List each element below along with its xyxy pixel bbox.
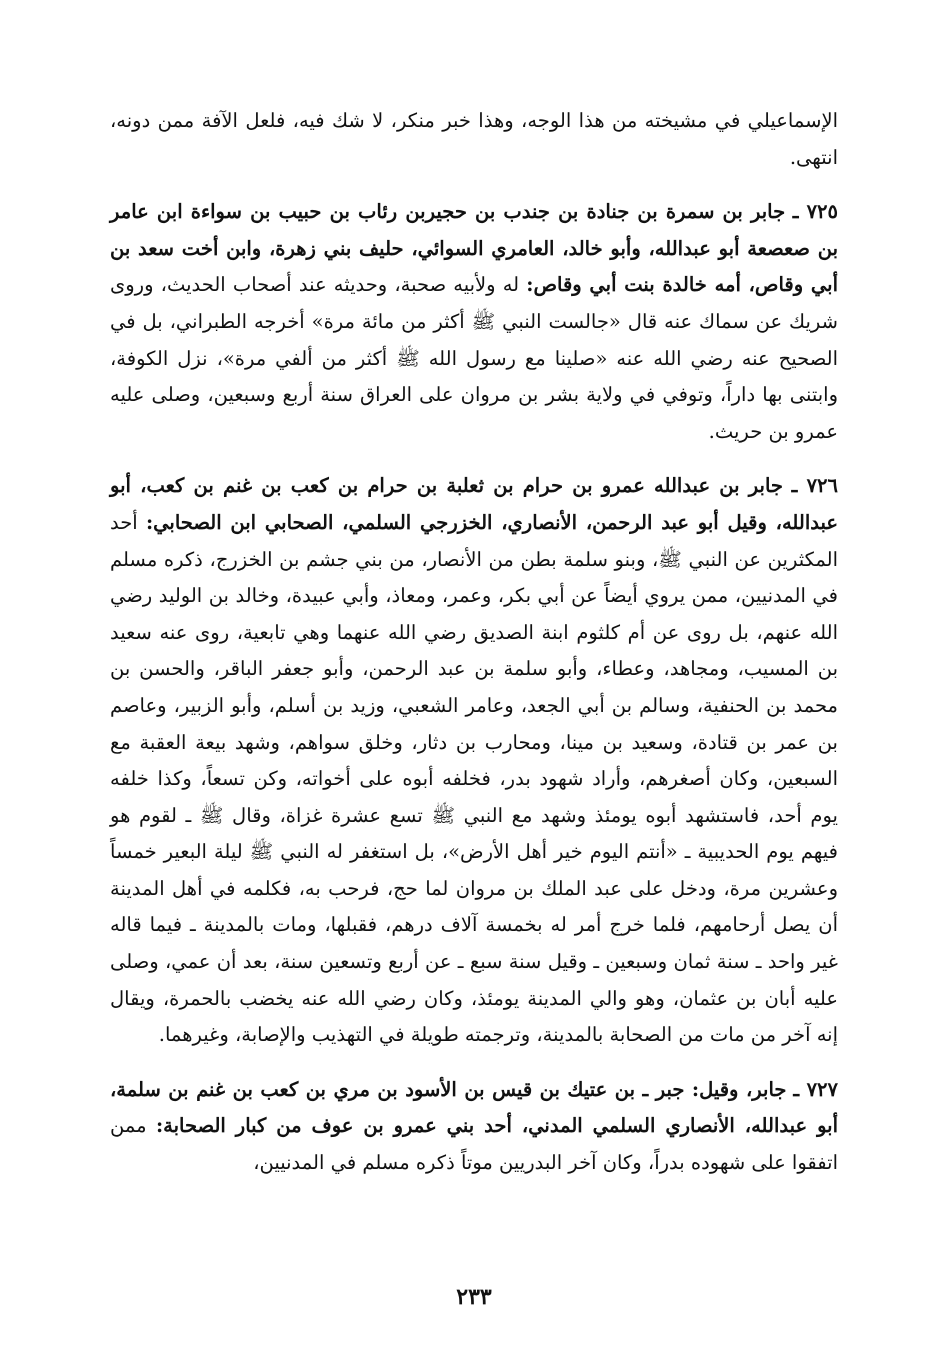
entry-727: [110, 1072, 838, 1182]
entry-number: ٧٢٧ ـ: [793, 1077, 838, 1101]
entry-heading: جابر بن سمرة بن جنادة بن جندب بن حجيربن رئاب بن حبيب بن سواءة ابن عامر بن صعصعة أبو عبدالله، وأبو خالد، العامري السوائي، حليف بني زهرة، وابن أخت سعد بن أبي وقاص، أمه خالدة بنت أبي وقاص:: [110, 200, 838, 297]
entry-725: [110, 194, 838, 450]
entry-726: [110, 468, 838, 1054]
entry-number: ٧٢٦ ـ: [791, 474, 838, 498]
intro-paragraph: الإسماعيلي في مشيخته من هذا الوجه، وهذا خبر منكر، لا شك فيه، فلعل الآفة ممن دونه، انتهى.: [110, 109, 838, 169]
entry-heading: جابر، وقيل: جبر ـ بن عتيك بن قيس بن الأسود بن مري بن كعب بن غنم بن سلمة، أبو عبدالله، الأنصاري السلمي المدني، أحد بني عمرو بن عوف من كبار الصحابة:: [110, 1077, 838, 1138]
page-number: ٢٣٣: [456, 1284, 492, 1310]
entry-body: له ولأبيه صحبة، وحديثه عند أصحاب الحديث، وروى شريك عن سماك عنه قال «جالست النبي ﷺ أكثر من مائة مرة» أخرجه الطبراني، بل في الصحيح عنه رضي الله عنه «صلينا مع رسول الله ﷺ أكثر من ألفي مرة»، نزل الكوفة، وابتنى بها داراً، وتوفي في ولاية بشر بن مروان على العراق سنة أربع وسبعين، وصلى عليه عمرو بن حريث.: [110, 273, 838, 443]
entry-heading: جابر بن عبدالله عمرو بن حرام بن ثعلبة بن حرام بن كعب بن غنم بن كعب، أبو عبدالله، وقيل أبو عبد الرحمن، الأنصاري، الخزرجي السلمي، الصحابي ابن الصحابي:: [110, 474, 839, 534]
entry-number: ٧٢٥ ـ: [792, 200, 838, 224]
entry-body: ممن اتفقوا على شهوده بدراً، وكان آخر البدريين موتاً ذكره مسلم في المدنيين،: [110, 1114, 838, 1175]
entry-body: أحد المكثرين عن النبي ﷺ، وبنو سلمة بطن من الأنصار، من بني جشم بن الخزرج، ذكره مسلم في المدنيين، ممن يروي أيضاً عن أبي بكر، وعمر، ومعاذ، وأبي عبيدة، وخالد بن الوليد رضي الله عنهم، بل روى عن أم كلثوم ابنة الصديق رضي الله عنهما وهي تابعية، روى عنه سعيد بن المسيب، ومجاهد، وعطاء، وأبو سلمة بن عبد الرحمن، وأبو جعفر الباقر، والحسن بن محمد بن الحنفية، وسالم بن أبي الجعد، وعامر الشعبي، وزيد بن أسلم، وأبو الزبير، وعاصم بن عمر بن قتادة، وسعيد بن مينا، ومحارب بن دثار، وخلق سواهم، وشهد بيعة العقبة مع السبعين، وكان أصغرهم، وأراد شهود بدر، فخلفه أبوه على أخواته، وكن تسعاً، وكذا خلفه يوم أحد، فاستشهد أبوه يومئذ وشهد مع النبي ﷺ تسع عشرة غزاة، وقال ﷺ ـ لقوم هو فيهم يوم الحديبية ـ «أنتم اليوم خير أهل الأرض»، بل استغفر له النبي ﷺ ليلة البعير خمساً وعشرين مرة، ودخل على عبد الملك بن مروان لما حج، فرحب به، فكلمه في أهل المدينة أن يصل أرحامهم، فلما خرج أمر له بخمسة آلاف درهم، فقبلها، ومات بالمدينة ـ فيما قاله غير واحد ـ سنة ثمان وسبعين ـ وقيل سنة سبع ـ عن أربع وتسعين سنة، بعد أن عمي، وصلى عليه أبان بن عثمان، وهو والي المدينة يومئذ، وكان رضي الله عنه يخضب بالحمرة، ويقال إنه آخر من مات من الصحابة بالمدينة، وترجمته طويلة في التهذيب والإصابة، وغيرهما.: [110, 510, 838, 1047]
document-page: [110, 103, 838, 1182]
